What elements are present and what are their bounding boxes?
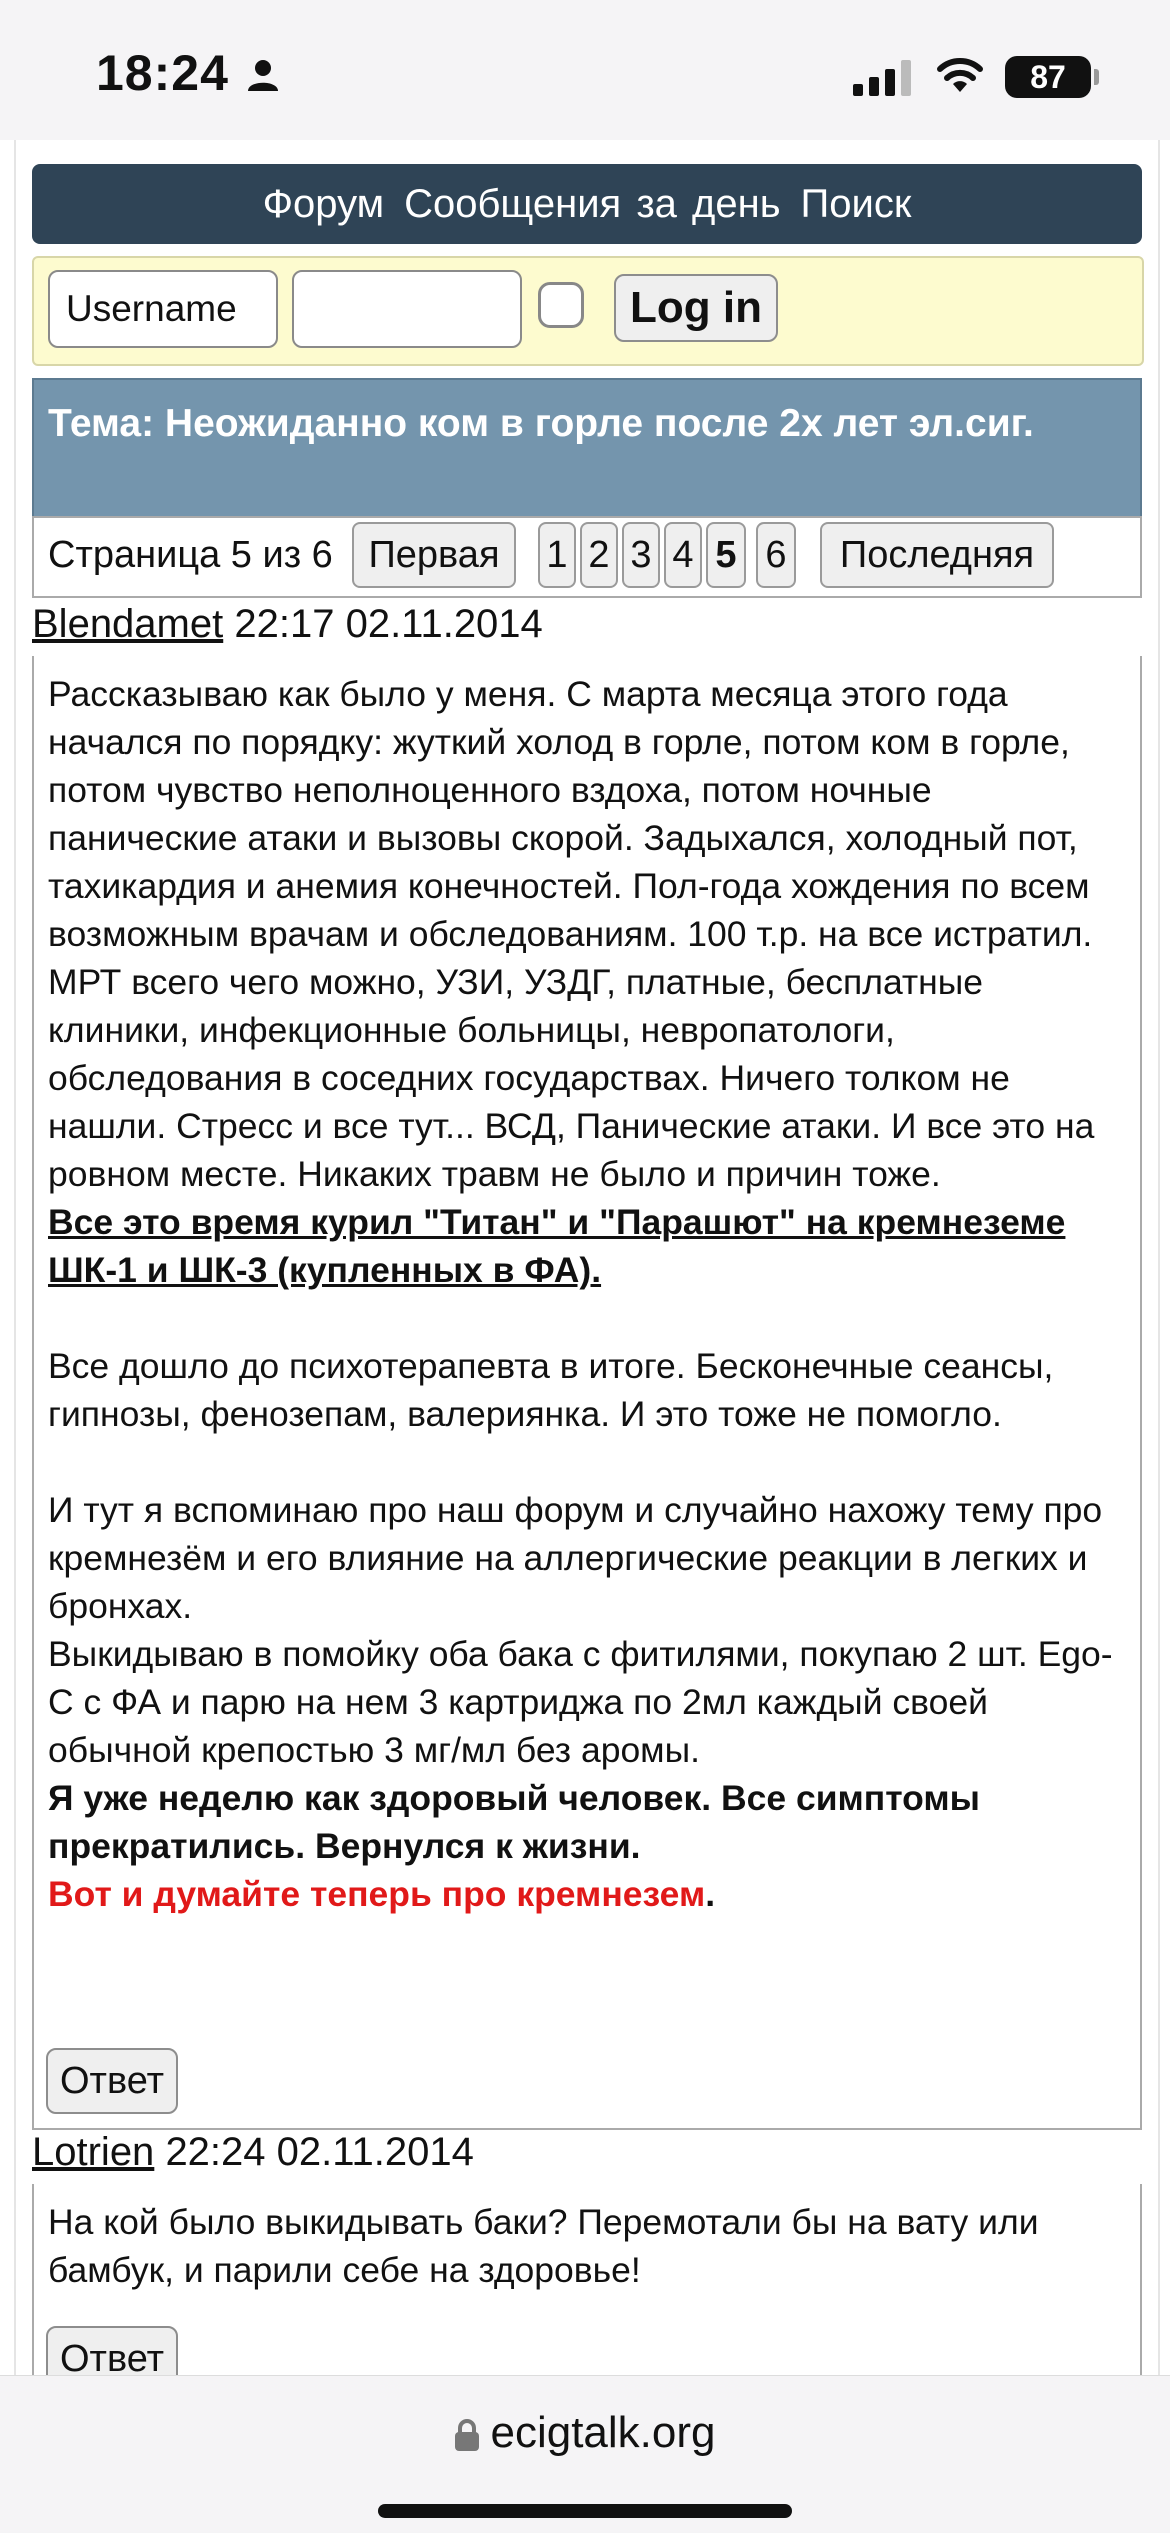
post-text-bold: Я уже неделю как здоровый человек. Все симптомы прекратились. Вернулся к жизни. (48, 1778, 980, 1866)
lock-icon (454, 2418, 480, 2452)
post-author-link[interactable]: Lotrien (32, 2130, 155, 2174)
battery-tip (1094, 69, 1099, 85)
post-datetime: 22:17 02.11.2014 (234, 602, 543, 646)
post-text: И тут я вспоминаю про наш форум и случайно нахожу тему про кремнезём и его влияние на аллергические реакции в легких и бронхах. (48, 1490, 1103, 1626)
post-author-link[interactable]: Blendamet (32, 602, 224, 646)
current-page-button[interactable]: 5 (706, 522, 746, 588)
reply-button[interactable]: Ответ (46, 2048, 178, 2114)
url-text: ecigtalk.org (490, 2408, 716, 2457)
nav-daily-messages-link[interactable]: Сообщения за день (404, 182, 781, 226)
post-text-period: . (705, 1874, 716, 1914)
last-page-button[interactable]: Последняя (820, 522, 1054, 588)
forum-navbar (32, 164, 1142, 244)
page-indicator: Страница 5 из 6 (48, 534, 333, 576)
status-bar (0, 0, 1170, 140)
post-text: Рассказываю как было у меня. С марта месяца этого года начался по порядку: жуткий холод в горле, потом ком в горле, потом чувство неполноценного вздоха, потом ночные панические атаки и вызовы скорой. Задыхался, холодный пот, тахикардия и анемия конечностей. Пол-года хождения по всем возможным врачам и обследованиям. 100 т.р. на все истратил. МРТ всего чего можно, УЗИ, УЗДГ, платные, бесплатные клиники, инфекционные больницы, невропатологи, обследования в соседних государствах. Ничего толком не нашли. Стресс и все тут... ВСД, Панические атаки. И все это на ровном месте. Никаких травм не было и причин тоже. (48, 674, 1095, 1194)
nav-search-link[interactable]: Поиск (800, 182, 912, 226)
post-header (32, 2130, 474, 2175)
login-form (32, 256, 1144, 366)
remember-me-checkbox[interactable] (538, 282, 584, 328)
page-button[interactable]: 4 (664, 522, 702, 588)
battery-indicator: 87 (1005, 56, 1091, 98)
browser-address-bar (0, 2375, 1170, 2533)
post-text: Все дошло до психотерапевта в итоге. Бесконечные сеансы, гипнозы, фенозепам, валериянка. И это тоже не помогло. (48, 1346, 1054, 1434)
post-text-red: Вот и думайте теперь про кремнезем (48, 1874, 706, 1914)
wifi-icon (935, 54, 985, 94)
post-text: Выкидываю в помойку оба бака с фитилями, покупаю 2 шт. Ego-C с ФА и парю на нем 3 картриджа по 2мл каждый своей обычной крепостью 3 мг/мл без аромы. (48, 1634, 1113, 1770)
reply-button[interactable]: Ответ (46, 2326, 178, 2375)
forum-page (14, 140, 1160, 2375)
post-text-emphasis: Все это время курил "Титан" и "Парашют" на кремнеземе ШК-1 и ШК-3 (купленных в ФА). (48, 1202, 1066, 1290)
person-icon (246, 58, 280, 92)
url-field[interactable] (0, 2408, 1170, 2458)
post-datetime: 22:24 02.11.2014 (165, 2130, 474, 2174)
page-button[interactable]: 1 (538, 522, 576, 588)
first-page-button[interactable]: Первая (352, 522, 516, 588)
username-input[interactable]: Username (48, 270, 278, 348)
home-indicator (378, 2504, 792, 2518)
pagination (32, 516, 1142, 598)
page-button[interactable]: 6 (756, 522, 796, 588)
page-button[interactable]: 2 (580, 522, 618, 588)
page-button[interactable]: 3 (622, 522, 660, 588)
post-body (32, 656, 1142, 2130)
topic-title: Тема: Неожиданно ком в горле после 2х лет эл.сиг. (32, 378, 1142, 516)
nav-forum-link[interactable]: Форум (262, 182, 385, 226)
password-input[interactable] (292, 270, 522, 348)
status-time: 18:24 (96, 45, 229, 101)
cellular-signal-icon (853, 60, 915, 96)
login-button[interactable]: Log in (614, 274, 778, 342)
post-body (32, 2184, 1142, 2375)
post-text: На кой было выкидывать баки? Перемотали бы на вату или бамбук, и парили себе на здоровье! (48, 2202, 1039, 2290)
post-header (32, 602, 543, 647)
